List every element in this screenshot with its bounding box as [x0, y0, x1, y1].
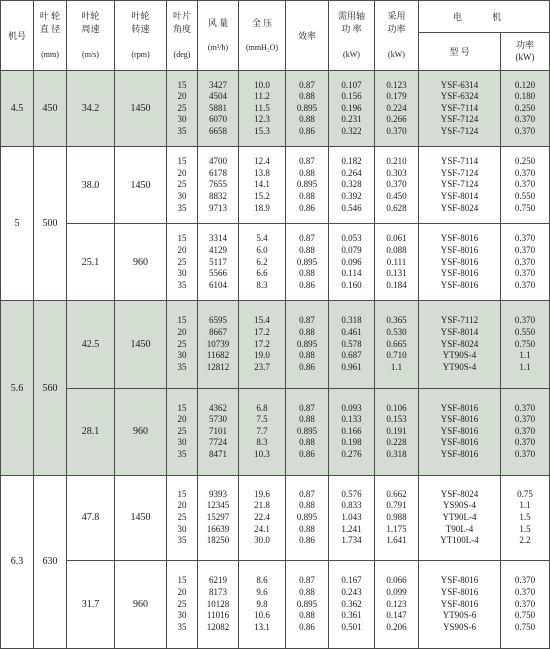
motor-power-cell: 0.370 0.370 0.370 0.370 0.370 — [501, 388, 550, 475]
header-shaft-power — [329, 1, 375, 71]
rpm-cell: 960 — [115, 388, 167, 475]
header-blade-angle — [167, 1, 198, 71]
pressure-cell: 19.6 21.8 22.4 24.1 30.0 — [239, 475, 286, 560]
pressure-cell: 6.8 7.5 7.7 8.3 10.3 — [239, 388, 286, 475]
shaft-power-cell: 0.093 0.133 0.166 0.198 0.276 — [329, 388, 375, 475]
pressure-cell: 12.4 13.8 14.1 15.2 18.9 — [239, 147, 286, 224]
tip-speed-cell: 47.8 — [67, 475, 115, 560]
motor-model-cell: YSF-7114 YSF-7124 YSF-7124 YSF-8014 YSF-8024 — [419, 147, 501, 224]
rpm-cell: 1450 — [115, 147, 167, 224]
table-row — [1, 147, 550, 224]
volume-cell: 4700 6178 7655 8832 9713 — [198, 147, 239, 224]
header-rotation-speed — [115, 1, 167, 71]
tip-speed-cell: 42.5 — [67, 301, 115, 388]
rated-power-cell: 0.123 0.179 0.224 0.266 0.370 — [375, 71, 419, 147]
rpm-cell: 1450 — [115, 301, 167, 388]
motor-power-cell: 0.370 0.550 0.750 1.1 1.1 — [501, 301, 550, 388]
header-impeller-diameter-unit: (mm) — [41, 49, 59, 59]
rated-power-cell: 0.106 0.153 0.191 0.228 0.318 — [375, 388, 419, 475]
header-motor: 电 机 — [419, 1, 550, 33]
header-motor-power: 功率 (kW) — [501, 33, 550, 71]
efficiency-cell: 0.87 0.88 0.895 0.88 0.86 — [286, 147, 329, 224]
motor-model-cell: YSF-7112 YSF-8014 YSF-8024 YT90S-4 YT90S-4 — [419, 301, 501, 388]
header-motor-model: 型 号 — [419, 33, 501, 71]
diameter-cell: 450 — [34, 71, 67, 147]
table-row — [1, 71, 550, 147]
header-impeller-diameter — [34, 1, 67, 71]
shaft-power-cell: 0.318 0.461 0.578 0.687 0.961 — [329, 301, 375, 388]
header-rated-power — [375, 1, 419, 71]
rpm-cell: 960 — [115, 224, 167, 301]
angle-cell: 15 20 25 30 35 — [167, 475, 198, 560]
header-fan-no: 机号 — [1, 1, 34, 71]
motor-model-cell: YSF-8016 YSF-8016 YSF-8016 YT90S-6 YS90S-6 — [419, 560, 501, 648]
fan-no-cell: 5 — [1, 147, 34, 301]
motor-power-cell: 0.250 0.370 0.370 0.550 0.750 — [501, 147, 550, 224]
shaft-power-cell: 0.107 0.156 0.196 0.231 0.322 — [329, 71, 375, 147]
motor-model-cell: YSF-8016 YSF-8016 YSF-8016 YSF-8016 YSF-8016 — [419, 388, 501, 475]
fan-no-cell: 6.3 — [1, 475, 34, 648]
header-blade-angle-label: 叶片 角度 — [172, 11, 191, 34]
volume-cell: 6219 8173 10128 11016 12082 — [198, 560, 239, 648]
volume-cell: 3314 4129 5117 5566 6104 — [198, 224, 239, 301]
rpm-cell: 960 — [115, 560, 167, 648]
angle-cell: 15 20 25 30 35 — [167, 388, 198, 475]
shaft-power-cell: 0.053 0.079 0.096 0.114 0.160 — [329, 224, 375, 301]
efficiency-cell: 0.87 0.88 0.895 0.88 0.86 — [286, 224, 329, 301]
table-row — [1, 224, 550, 301]
rated-power-cell: 0.210 0.303 0.370 0.450 0.628 — [375, 147, 419, 224]
angle-cell: 15 20 25 30 35 — [167, 301, 198, 388]
header-air-volume-unit: (m³/h) — [207, 43, 229, 52]
angle-cell: 15 20 25 30 35 — [167, 147, 198, 224]
rated-power-cell: 0.061 0.088 0.111 0.131 0.184 — [375, 224, 419, 301]
rpm-cell: 1450 — [115, 71, 167, 147]
rated-power-cell: 0.365 0.530 0.665 0.710 1.1 — [375, 301, 419, 388]
header-rotation-speed-label: 叶轮 转速 — [131, 11, 150, 34]
efficiency-cell: 0.87 0.88 0.895 0.88 0.86 — [286, 560, 329, 648]
volume-cell: 4362 5730 7101 7724 8471 — [198, 388, 239, 475]
tip-speed-cell: 38.0 — [67, 147, 115, 224]
header-total-pressure-unit: (mmH₂O) — [245, 43, 279, 52]
motor-power-cell: 0.120 0.180 0.250 0.370 0.370 — [501, 71, 550, 147]
rated-power-cell: 0.066 0.099 0.123 0.147 0.206 — [375, 560, 419, 648]
table-row — [1, 301, 550, 388]
fan-no-cell: 5.6 — [1, 301, 34, 475]
motor-power-cell: 0.75 1.1 1.5 1.5 2.2 — [501, 475, 550, 560]
rpm-cell: 1450 — [115, 475, 167, 560]
shaft-power-cell: 0.576 0.833 1.043 1.241 1.734 — [329, 475, 375, 560]
pressure-cell: 8.6 9.6 9.8 10.6 13.1 — [239, 560, 286, 648]
pressure-cell: 15.4 17.2 17.2 19.0 23.7 — [239, 301, 286, 388]
header-rotation-speed-unit: (rpm) — [131, 49, 150, 59]
volume-cell: 9393 12345 15297 16639 18250 — [198, 475, 239, 560]
motor-model-cell: YSF-6314 YSF-6324 YSF-7114 YSF-7124 YSF-7124 — [419, 71, 501, 147]
table-row — [1, 560, 550, 648]
angle-cell: 15 20 25 30 35 — [167, 224, 198, 301]
tip-speed-cell: 34.2 — [67, 71, 115, 147]
angle-cell: 15 20 25 30 35 — [167, 560, 198, 648]
header-impeller-diameter-label: 叶 轮 直 径 — [39, 11, 61, 34]
shaft-power-cell: 0.167 0.243 0.362 0.361 0.501 — [329, 560, 375, 648]
header-total-pressure-label: 全 压 — [251, 18, 273, 28]
header-shaft-power-unit: (kW) — [343, 49, 360, 59]
efficiency-cell: 0.87 0.88 0.895 0.88 0.86 — [286, 475, 329, 560]
tip-speed-cell: 28.1 — [67, 388, 115, 475]
tip-speed-cell: 25.1 — [67, 224, 115, 301]
motor-model-cell: YSF-8024 YS90S-4 YT90L-4 T90L-4 YT100L-4 — [419, 475, 501, 560]
header-shaft-power-label: 需用轴 功 率 — [337, 11, 365, 34]
header-blade-angle-unit: (deg) — [173, 49, 191, 59]
rated-power-cell: 0.662 0.791 0.988 1.175 1.641 — [375, 475, 419, 560]
diameter-cell: 500 — [34, 147, 67, 301]
header-total-pressure — [239, 1, 286, 71]
volume-cell: 6595 8667 10739 11682 12812 — [198, 301, 239, 388]
diameter-cell: 560 — [34, 301, 67, 475]
header-tip-speed-label: 叶轮 周速 — [81, 11, 100, 34]
efficiency-cell: 0.87 0.88 0.895 0.88 0.86 — [286, 301, 329, 388]
tip-speed-cell: 31.7 — [67, 560, 115, 648]
efficiency-cell: 0.87 0.88 0.895 0.88 0.86 — [286, 71, 329, 147]
efficiency-cell: 0.87 0.88 0.895 0.88 0.86 — [286, 388, 329, 475]
pressure-cell: 5.4 6.0 6.2 6.6 8.3 — [239, 224, 286, 301]
header-rated-power-unit: (kW) — [388, 49, 405, 59]
header-tip-speed — [67, 1, 115, 71]
angle-cell: 15 20 25 30 35 — [167, 71, 198, 147]
pressure-cell: 10.0 11.2 11.5 12.3 15.3 — [239, 71, 286, 147]
header-air-volume — [198, 1, 239, 71]
motor-model-cell: YSF-8016 YSF-8016 YSF-8016 YSF-8016 YSF-8016 — [419, 224, 501, 301]
shaft-power-cell: 0.182 0.264 0.328 0.392 0.546 — [329, 147, 375, 224]
fan-no-cell: 4.5 — [1, 71, 34, 147]
diameter-cell: 630 — [34, 475, 67, 648]
header-rated-power-label: 采用 功率 — [387, 11, 406, 34]
table-row — [1, 388, 550, 475]
header-tip-speed-unit: (m/s) — [82, 49, 99, 59]
table-row — [1, 475, 550, 560]
motor-power-cell: 0.370 0.370 0.370 0.750 0.750 — [501, 560, 550, 648]
header-air-volume-label: 风 量 — [207, 18, 229, 28]
motor-power-cell: 0.370 0.370 0.370 0.370 0.370 — [501, 224, 550, 301]
header-efficiency: 效率 — [286, 1, 329, 71]
volume-cell: 3427 4504 5881 6070 6658 — [198, 71, 239, 147]
